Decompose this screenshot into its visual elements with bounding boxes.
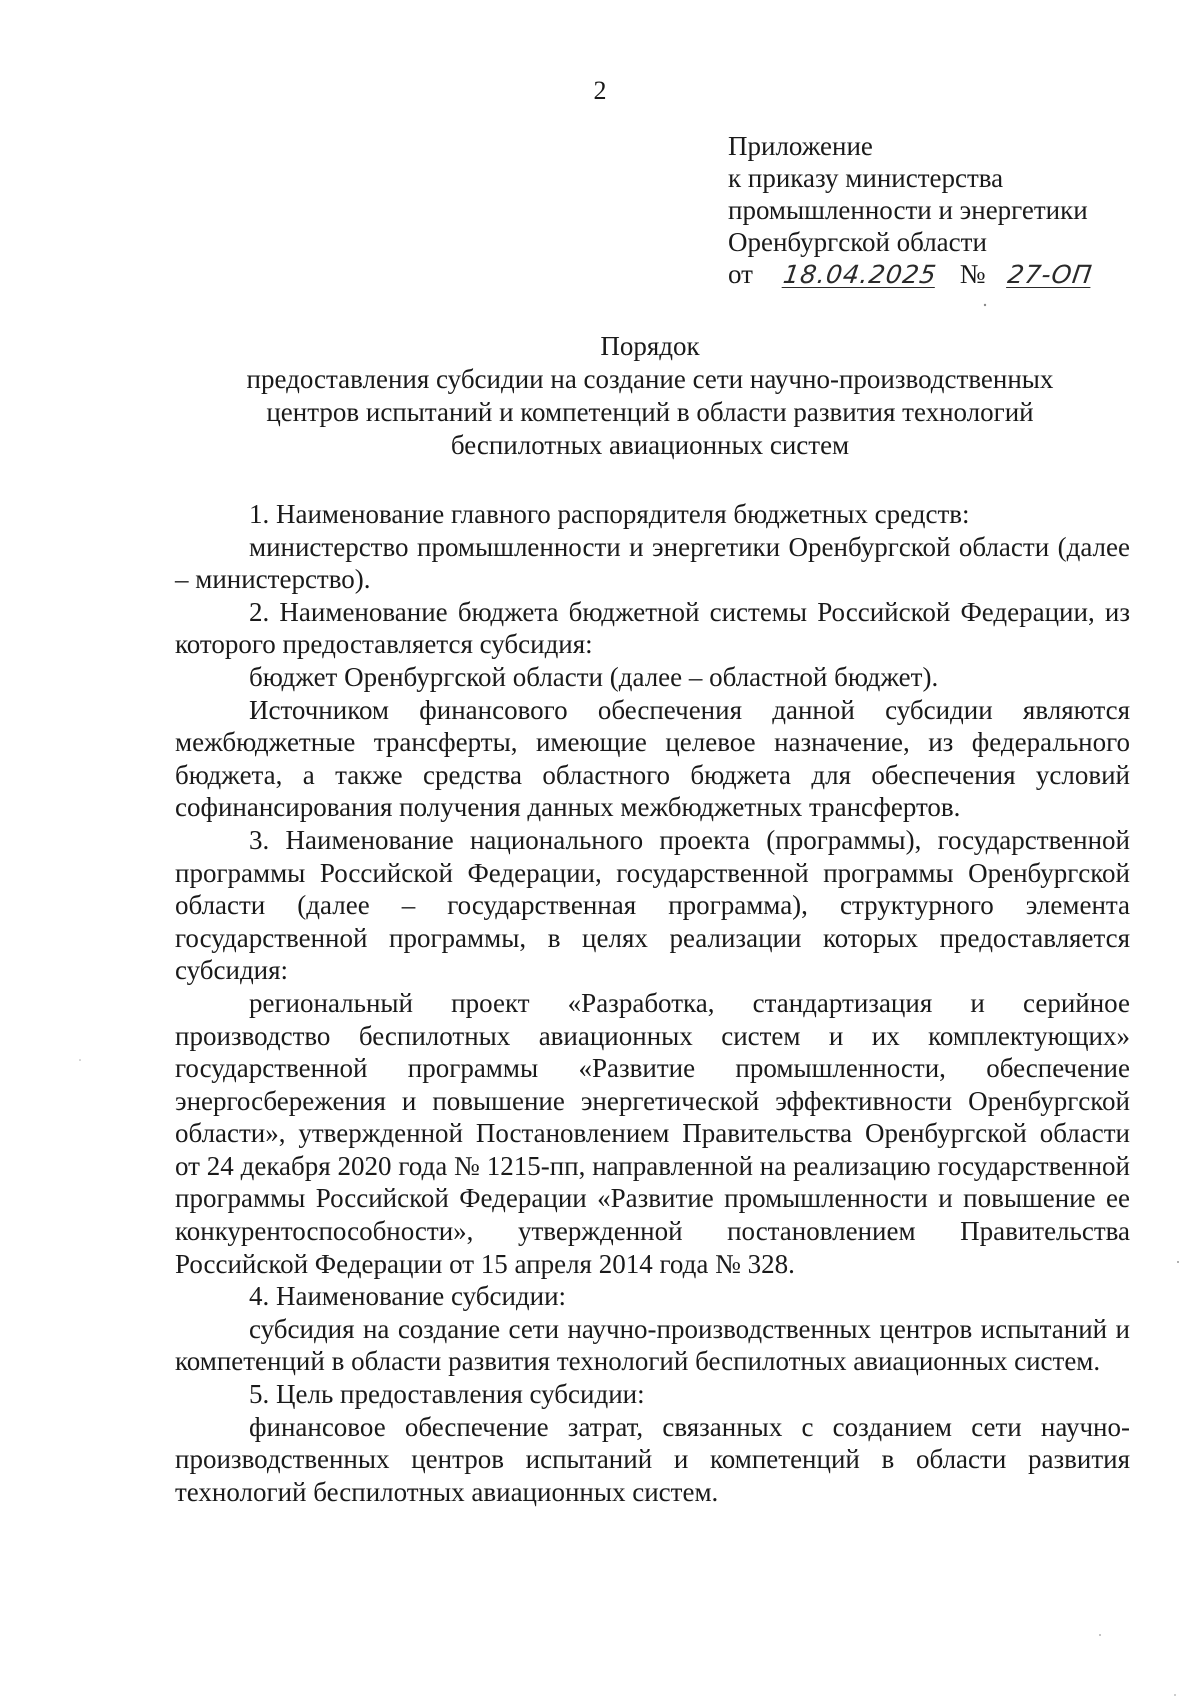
paragraph: министерство промышленности и энергетики Оренбургской области (далее – министерство). <box>175 531 1130 595</box>
approval-line: Приложение <box>728 131 873 161</box>
paragraph: 1. Наименование главного распорядителя бюджетных средств: <box>249 499 970 529</box>
approval-line: промышленности и энергетики <box>728 195 1088 225</box>
title-heading: Порядок <box>600 331 700 361</box>
document-title <box>160 330 1140 462</box>
paragraph: бюджет Оренбургской области (далее – областной бюджет). <box>249 661 939 692</box>
approval-line: Оренбургской области <box>728 227 987 257</box>
title-subtitle-line: предоставления субсидии на создание сети научно-производственных <box>246 364 1054 394</box>
paragraph: Источником финансового обеспечения данной субсидии являются межбюджетные трансферты, имеющие целевое назначение, из федерального бюджета, а также средства областного бюджета для обеспечения условий софинансирования получения данных межбюджетных трансфертов. <box>175 694 1130 823</box>
number-prefix: № <box>959 259 986 289</box>
title-subtitle-line: беспилотных авиационных систем <box>450 430 850 460</box>
handwritten-date: 18.04.2025 <box>781 260 939 289</box>
page-number: 2 <box>593 76 607 105</box>
handwritten-number: 27-ОП <box>1006 260 1095 289</box>
title-subtitle-line: центров испытаний и компетенций в области развития технологий <box>266 397 1034 427</box>
paragraph: 2. Наименование бюджета бюджетной системы Российской Федерации, из которого предоставляется субсидия: <box>175 596 1130 660</box>
paragraph: 4. Наименование субсидии: <box>249 1281 567 1312</box>
date-prefix: от <box>728 259 753 289</box>
paragraph: субсидия на создание сети научно-производственных центров испытаний и компетенций в области развития технологий беспилотных авиационных систем. <box>175 1313 1130 1377</box>
paragraph: финансовое обеспечение затрат, связанных с созданием сети научно-производственных центров испытаний и компетенций в области развития технологий беспилотных авиационных систем. <box>175 1411 1130 1507</box>
approval-line: к приказу министерства <box>728 163 1004 193</box>
approval-date-line <box>728 258 1168 291</box>
document-body <box>175 498 1130 1508</box>
paragraph: 5. Цель предоставления субсидии: <box>249 1379 645 1410</box>
paragraph: региональный проект «Разработка, стандартизация и серийное производство беспилотных авиационных систем и их комплектующих» государственной программы «Развитие промышленности, обеспечение энергосбережения и повышение энергетической эффективности Оренбургской области», утвержденной Постановлением Правительства Оренбургской области от 24 декабря 2020 года № 1215-пп, направленной на реализацию государственной программы Российской Федерации «Развитие промышленности и повышение ее конкурентоспособности», утвержденной постановлением Правительства Российской Федерации от 15 апреля 2014 года № 328. <box>175 987 1130 1279</box>
paragraph: 3. Наименование национального проекта (программы), государственной программы Российской Федерации, государственной программы Оренбургской области (далее – государственная программа), структурного элемента государственной программы, в целях реализации которых предоставляется субсидия: <box>175 824 1130 986</box>
approval-block <box>728 130 1168 291</box>
